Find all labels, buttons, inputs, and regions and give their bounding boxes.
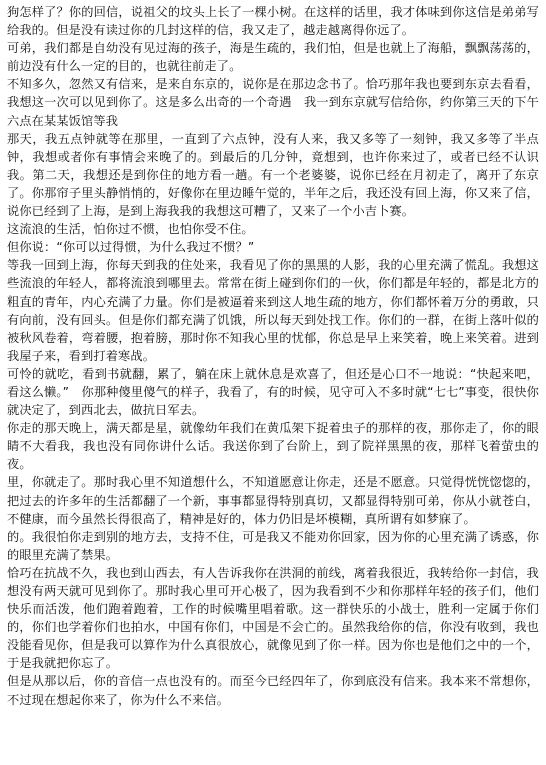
paragraph-4: 那天，我五点钟就等在那里，一直到了六点钟，没有人来，我又多等了一刻钟，我又多等了半点钟，我想或者你有事情会来晚了的。到最后的几分钟，竟想到，也许你来过了，或者已经不认识我。第二天，我想还是到你住的地方看一趟。有一个老婆婆，说你已经在月初走了，离开了东京了。你那帘子里头静悄悄的，好像你在里边睡午觉的，半年之后，我还没有回上海，你又来了信，说你已经到了上海，是到上海我我的我想这可糟了，又来了一个小吉卜赛。	[7, 131, 539, 219]
paragraph-8: 可怜的就吃，看到书就翻，累了，躺在床上就休息是欢喜了，但还是心口不一地说：“快起来吧，看这么懒。” 你那种傻里傻气的样子，我看了，有的时候，见守可入不多时就“七七”事变，很快你就决定了，到西北去，做抗日军去。	[7, 366, 539, 418]
paragraph-9: 你走的那天晚上，满天都是星，就像幼年我们在黄瓜架下捉着虫子的那样的夜，那你走了，你的眼睛不大看我，我也没有同你讲什么话。我送你到了台阶上，到了院祥黑黑的夜，那样飞着萤虫的夜。	[7, 421, 539, 472]
paragraph-13: 但是从那以后，你的音信一点也没有的。而至今已经四年了，你到底没有信来。我本来不常想你，不过现在想起你来了，你为什么不来信。	[7, 674, 539, 707]
paragraph-12: 恰巧在抗战不久，我也到山西去，有人告诉我你在洪洞的前线，离着我很近，我转给你一封信，我想没有两天就可见到你了。那时我心里可开心极了，因为我看到不少和你那样年轻的孩子们，他们快乐而活泼，他们跑着跑着，工作的时候嘴里唱着歌。这一群快乐的小战士，胜利一定属于你们的，你们也学着你们也拍水，中国有你们，中国是不会亡的。虽然我给你的信，你没有收到，我也没能看见你，但是我可以算作为什么真很放心，就像见到了你一样。因为你也是他们之中的一个，于是我就把你忘了。	[7, 565, 539, 671]
paragraph-11: 的。我很怕你走到别的地方去，支持不住，可是我又不能劝你回家，因为你的心里充满了诱惑，你的眼里充满了禁果。	[7, 529, 539, 562]
paragraph-1: 狗怎样了？你的回信，说祖父的坟头上长了一棵小树。在这样的话里，我才体味到你这信是弟弟写给我的。但是没有读过你的几封这样的信，我又走了，越走越离得你远了。	[7, 5, 539, 38]
paragraph-7: 等我一回到上海，你每天到我的住处来，我看见了你的黑黑的人影，我的心里充满了慌乱。我想这些流浪的年轻人，都将流浪到哪里去。常常在街上碰到你们的一伙，你们都是年轻的，都是北方的粗直的青年，内心充满了力量。你们是被逼着来到这人地生疏的地方，你们都怀着万分的勇敢，只有向前，没有回头。但是你们都充满了饥饿，所以每天到处找工作。你们的一群，在街上落叶似的被秋风卷着，弯着腰，抱着膀，那时你不知我心里的忧郁，你总是早上来笑着，晚上来笑着。进到我屋子来，看到打着寒战。	[7, 258, 539, 363]
paragraph-6: 但你说：“你可以过得惯，为什么我过不惯？”	[7, 240, 255, 255]
paragraph-3: 不知多久，忽然又有信来，是来自东京的，说你是在那边念书了。恰巧那年我也要到东京去看看，我想这一次可以见到你了。这是多么出奇的一个奇遇 我一到东京就写信给你，约你第三天的下午六点在某某饭馆等我	[7, 77, 539, 128]
paragraph-10: 里，你就走了。那时我心里不知道想什么，不知道愿意让你走，还是不愿意。只觉得恍恍惚惚的，把过去的许多年的生活都翻了一个新，事事都显得特别真切，又都显得特别可弟，你从小就苍白，不健康，而今虽然长得很高了，精神是好的，体力仍旧是坏模糊，真所谓有如梦寐了。	[7, 475, 539, 526]
paragraph-5: 这流浪的生活，怕你过不惯，也怕你受不住。	[7, 222, 254, 237]
paragraph-2: 可弟，我们都是自幼没有见过海的孩子，海是生疏的，我们怕，但是也就上了海船，飘飘荡荡的，前边没有什么一定的目的，也就往前走了。	[7, 41, 539, 74]
